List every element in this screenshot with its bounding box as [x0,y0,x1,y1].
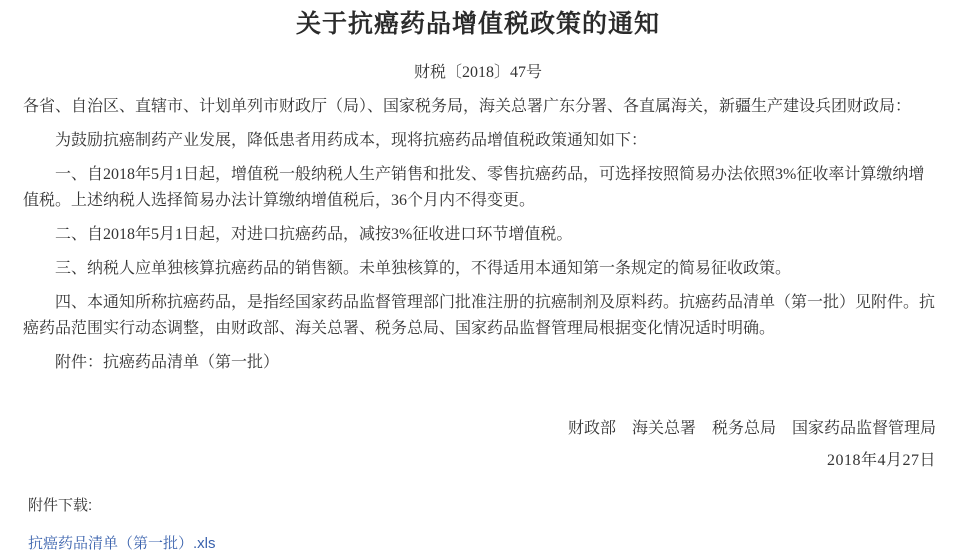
attachment-download-section [0,496,956,554]
notice-paragraph-item-1: 一、自2018年5月1日起，增值税一般纳税人生产销售和批发、零售抗癌药品，可选择按照简易办法依照3%征收率计算缴纳增值税。上述纳税人选择简易办法计算缴纳增值税后，36个月内不得变更。 [23,166,925,209]
notice-paragraph-item-4: 四、本通知所称抗癌药品，是指经国家药品监督管理部门批准注册的抗癌制剂及原料药。抗癌药品清单（第一批）见附件。抗癌药品范围实行动态调整，由财政部、海关总署、税务总局、国家药品监督管理局根据变化情况适时明确。 [23,294,936,337]
document-number: 财税〔2018〕47号 [413,64,542,81]
signature-block [23,416,936,474]
download-label: 附件下载: [28,497,93,514]
salutation-line: 各省、自治区、直辖市、计划单列市财政厅（局）、国家税务局，海关总署广东分署、各直属海关，新疆生产建设兵团财政局： [23,98,912,115]
date-line: 2018年4月27日 [826,452,936,469]
attachment-note: 附件：抗癌药品清单（第一批） [55,354,280,371]
notice-paragraph-item-2: 二、自2018年5月1日起，对进口抗癌药品，减按3%征收进口环节增值税。 [55,226,573,243]
notice-paragraph-intro: 为鼓励抗癌制药产业发展，降低患者用药成本，现将抗癌药品增值税政策通知如下： [55,132,648,149]
notice-paragraph-item-3: 三、纳税人应单独核算抗癌药品的销售额。未单独核算的，不得适用本通知第一条规定的简易征收政策。 [55,260,792,277]
notice-body [0,94,956,474]
signers-line: 财政部 海关总署 税务总局 国家药品监督管理局 [567,420,936,437]
page-title: 关于抗癌药品增值税政策的通知 [295,10,660,38]
attachment-link[interactable]: 抗癌药品清单（第一批）.xls [28,535,216,552]
